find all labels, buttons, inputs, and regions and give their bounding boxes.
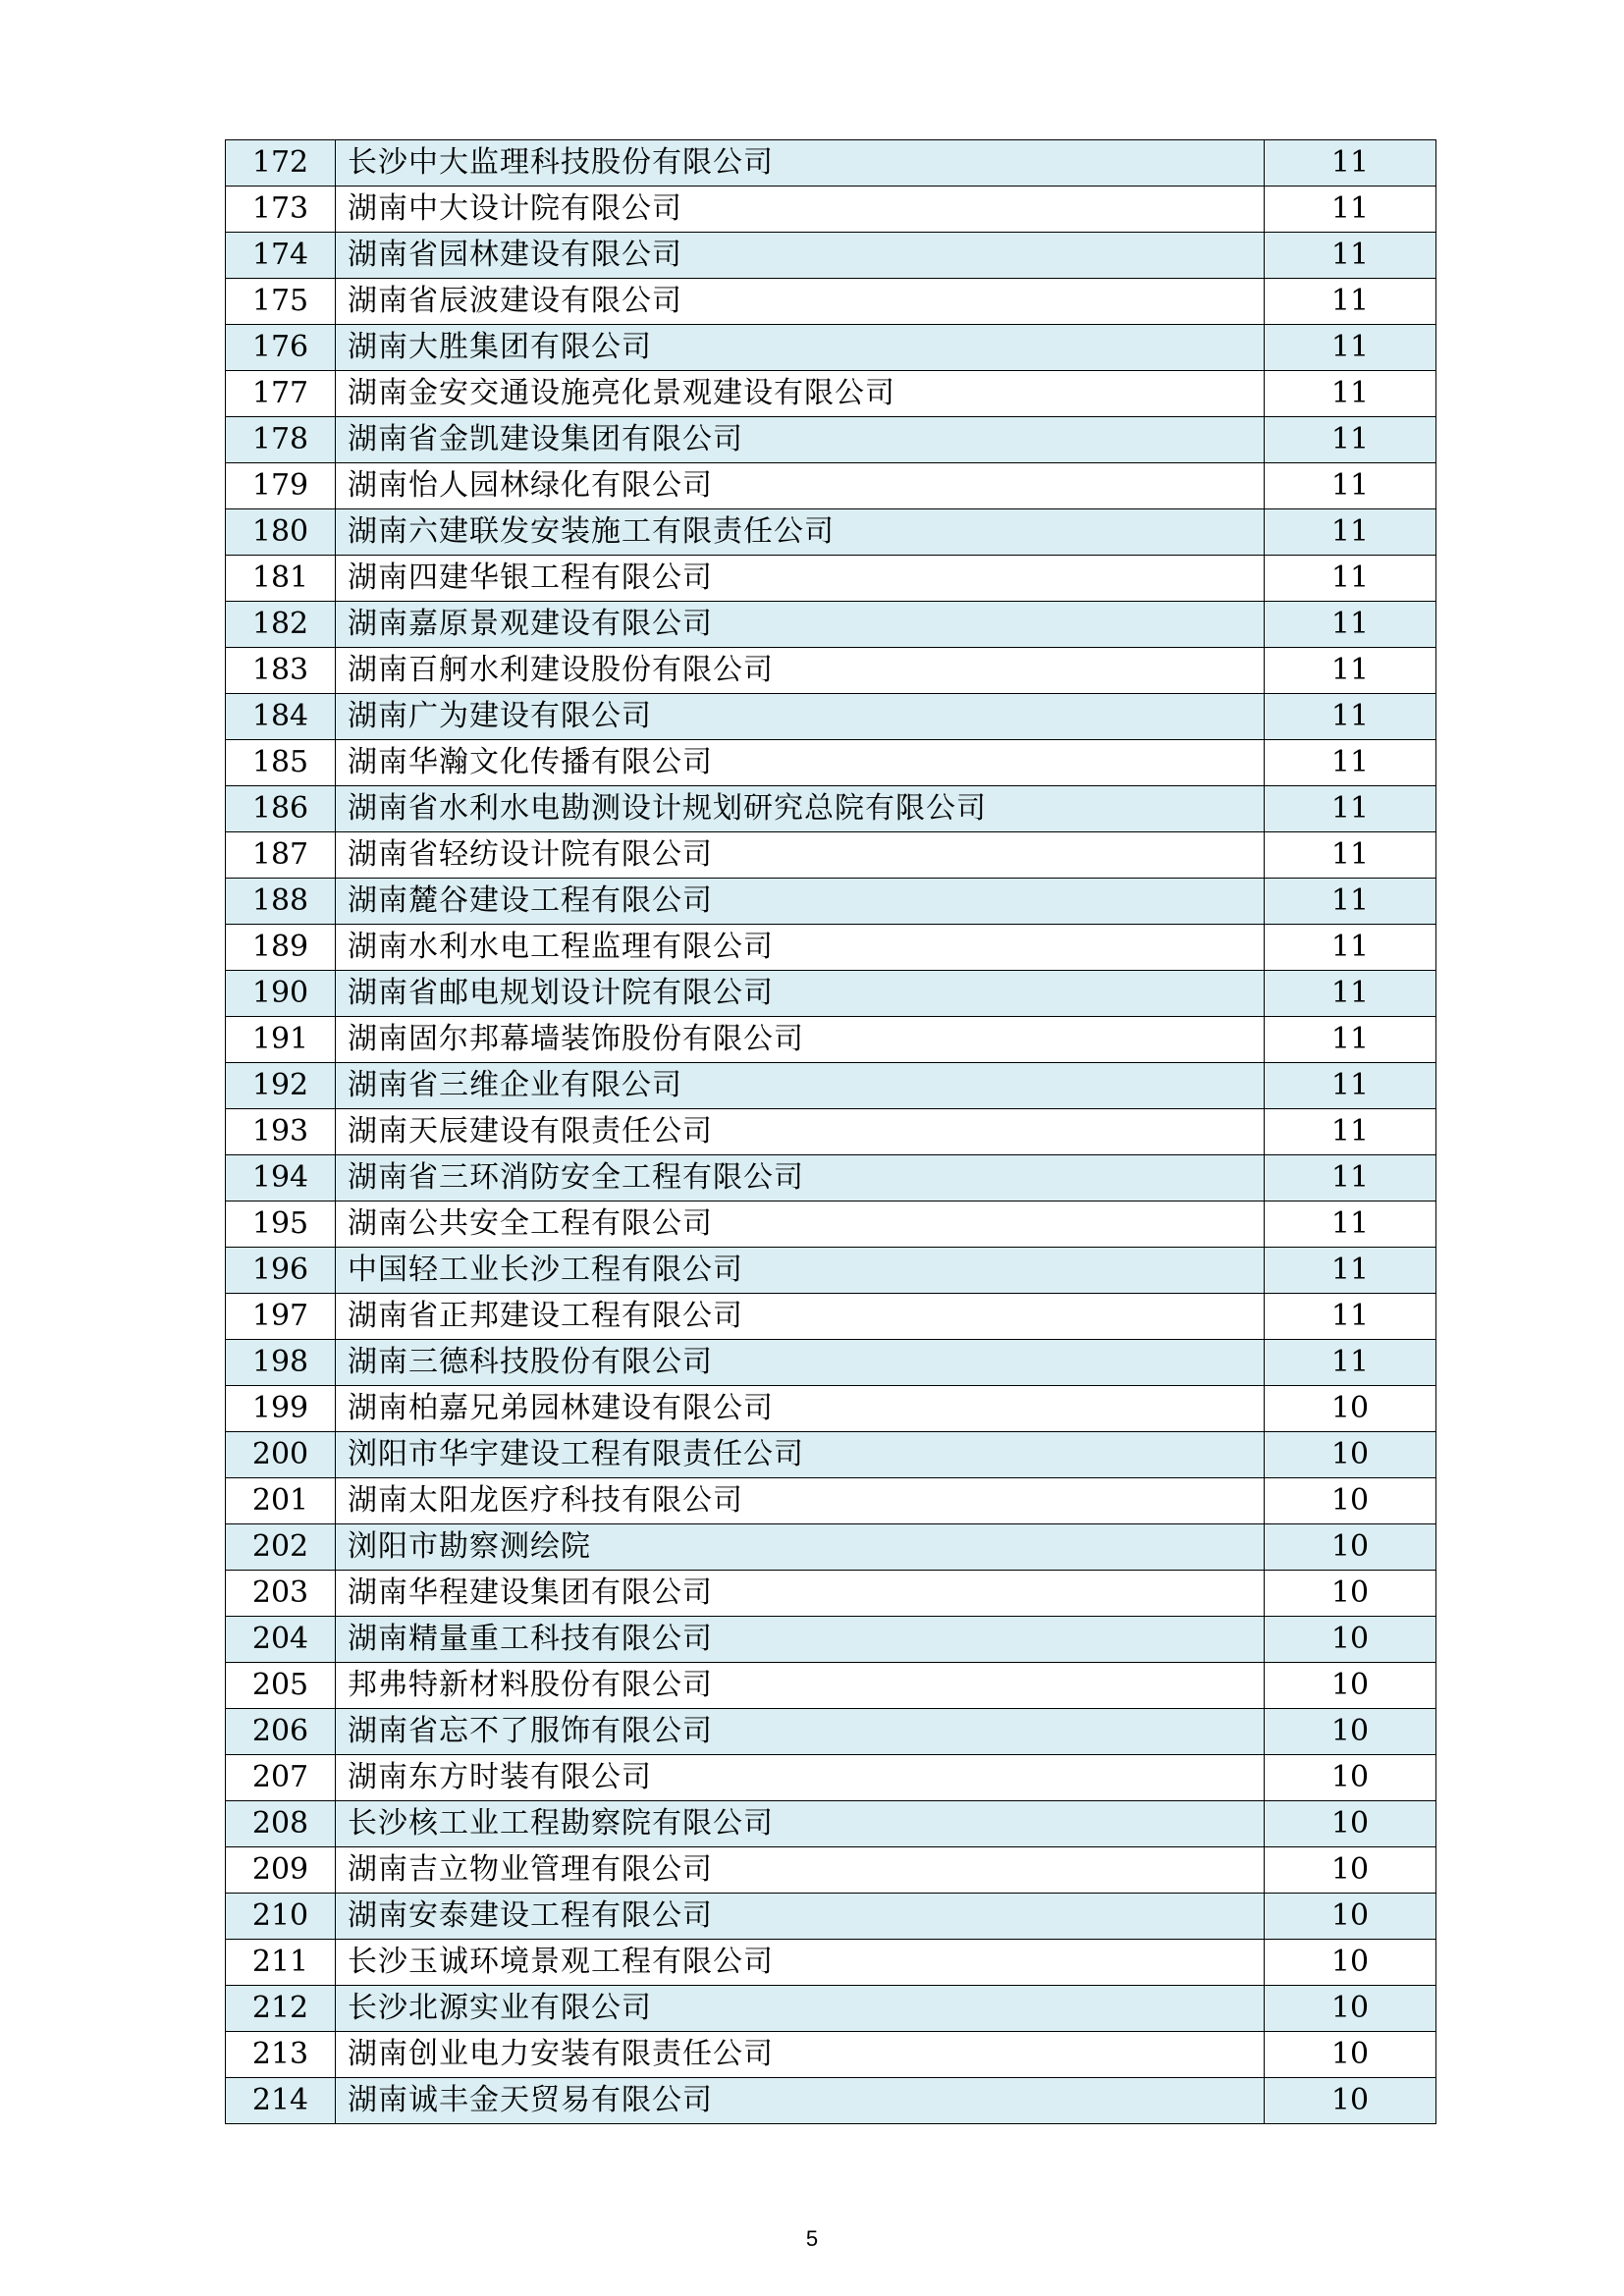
company-name-cell: 湖南固尔邦幕墙装饰股份有限公司 xyxy=(336,1017,1265,1063)
score-cell: 10 xyxy=(1265,1709,1436,1755)
rank-cell: 185 xyxy=(226,740,336,786)
score-cell: 10 xyxy=(1265,1478,1436,1524)
company-name-cell: 浏阳市华宇建设工程有限责任公司 xyxy=(336,1432,1265,1478)
rank-cell: 183 xyxy=(226,648,336,694)
score-cell: 10 xyxy=(1265,2078,1436,2124)
company-name-cell: 湖南嘉原景观建设有限公司 xyxy=(336,602,1265,648)
company-name-cell: 湖南省金凯建设集团有限公司 xyxy=(336,417,1265,463)
company-name-cell: 湖南吉立物业管理有限公司 xyxy=(336,1847,1265,1894)
rank-cell: 210 xyxy=(226,1894,336,1940)
table-row xyxy=(226,1571,1436,1617)
company-name-cell: 湖南省园林建设有限公司 xyxy=(336,233,1265,279)
score-cell: 11 xyxy=(1265,556,1436,602)
table-row xyxy=(226,1524,1436,1571)
score-cell: 11 xyxy=(1265,1294,1436,1340)
score-cell: 11 xyxy=(1265,325,1436,371)
table-row xyxy=(226,1248,1436,1294)
rank-cell: 199 xyxy=(226,1386,336,1432)
score-cell: 10 xyxy=(1265,1801,1436,1847)
company-name-cell: 湖南安泰建设工程有限公司 xyxy=(336,1894,1265,1940)
company-name-cell: 湖南三德科技股份有限公司 xyxy=(336,1340,1265,1386)
rank-cell: 214 xyxy=(226,2078,336,2124)
company-name-cell: 湖南公共安全工程有限公司 xyxy=(336,1201,1265,1248)
score-cell: 11 xyxy=(1265,740,1436,786)
company-name-cell: 湖南精量重工科技有限公司 xyxy=(336,1617,1265,1663)
table-row xyxy=(226,2078,1436,2124)
table-row xyxy=(226,1755,1436,1801)
rank-cell: 194 xyxy=(226,1155,336,1201)
rank-cell: 180 xyxy=(226,509,336,556)
score-cell: 11 xyxy=(1265,786,1436,832)
score-cell: 11 xyxy=(1265,371,1436,417)
company-name-cell: 湖南百舸水利建设股份有限公司 xyxy=(336,648,1265,694)
rank-cell: 204 xyxy=(226,1617,336,1663)
company-name-cell: 中国轻工业长沙工程有限公司 xyxy=(336,1248,1265,1294)
rank-cell: 208 xyxy=(226,1801,336,1847)
rank-cell: 189 xyxy=(226,925,336,971)
company-name-cell: 长沙中大监理科技股份有限公司 xyxy=(336,140,1265,187)
company-name-cell: 湖南诚丰金天贸易有限公司 xyxy=(336,2078,1265,2124)
company-name-cell: 湖南四建华银工程有限公司 xyxy=(336,556,1265,602)
rank-cell: 174 xyxy=(226,233,336,279)
table-row xyxy=(226,417,1436,463)
score-cell: 10 xyxy=(1265,1894,1436,1940)
rank-cell: 197 xyxy=(226,1294,336,1340)
score-cell: 11 xyxy=(1265,140,1436,187)
table-row xyxy=(226,1201,1436,1248)
table-row xyxy=(226,740,1436,786)
table-row xyxy=(226,879,1436,925)
rank-cell: 198 xyxy=(226,1340,336,1386)
company-name-cell: 湖南天辰建设有限责任公司 xyxy=(336,1109,1265,1155)
score-cell: 11 xyxy=(1265,463,1436,509)
table-row xyxy=(226,786,1436,832)
table-row xyxy=(226,1801,1436,1847)
rank-cell: 193 xyxy=(226,1109,336,1155)
company-name-cell: 湖南金安交通设施亮化景观建设有限公司 xyxy=(336,371,1265,417)
rank-cell: 173 xyxy=(226,187,336,233)
page-number: 5 xyxy=(805,2226,819,2251)
table-row xyxy=(226,1386,1436,1432)
table-row xyxy=(226,648,1436,694)
company-name-cell: 浏阳市勘察测绘院 xyxy=(336,1524,1265,1571)
score-cell: 10 xyxy=(1265,1755,1436,1801)
rank-cell: 176 xyxy=(226,325,336,371)
table-row xyxy=(226,1294,1436,1340)
score-cell: 11 xyxy=(1265,879,1436,925)
company-name-cell: 湖南华瀚文化传播有限公司 xyxy=(336,740,1265,786)
table-row xyxy=(226,925,1436,971)
table-row xyxy=(226,463,1436,509)
table-row xyxy=(226,694,1436,740)
rank-cell: 187 xyxy=(226,832,336,879)
company-name-cell: 湖南柏嘉兄弟园林建设有限公司 xyxy=(336,1386,1265,1432)
rank-cell: 181 xyxy=(226,556,336,602)
table-row xyxy=(226,1663,1436,1709)
table-row xyxy=(226,1709,1436,1755)
score-cell: 11 xyxy=(1265,1340,1436,1386)
table-row xyxy=(226,1894,1436,1940)
table-row xyxy=(226,325,1436,371)
rank-cell: 201 xyxy=(226,1478,336,1524)
rank-cell: 175 xyxy=(226,279,336,325)
table-row xyxy=(226,1617,1436,1663)
company-name-cell: 湖南水利水电工程监理有限公司 xyxy=(336,925,1265,971)
rank-cell: 177 xyxy=(226,371,336,417)
table-row xyxy=(226,1986,1436,2032)
score-cell: 10 xyxy=(1265,1663,1436,1709)
company-name-cell: 湖南省忘不了服饰有限公司 xyxy=(336,1709,1265,1755)
rank-cell: 195 xyxy=(226,1201,336,1248)
rank-cell: 211 xyxy=(226,1940,336,1986)
score-cell: 10 xyxy=(1265,1986,1436,2032)
rank-cell: 212 xyxy=(226,1986,336,2032)
company-name-cell: 湖南广为建设有限公司 xyxy=(336,694,1265,740)
rank-cell: 184 xyxy=(226,694,336,740)
company-name-cell: 湖南省三维企业有限公司 xyxy=(336,1063,1265,1109)
table-row xyxy=(226,556,1436,602)
company-name-cell: 湖南华程建设集团有限公司 xyxy=(336,1571,1265,1617)
rank-cell: 203 xyxy=(226,1571,336,1617)
table-row xyxy=(226,1940,1436,1986)
rank-cell: 209 xyxy=(226,1847,336,1894)
score-cell: 10 xyxy=(1265,1617,1436,1663)
score-cell: 11 xyxy=(1265,187,1436,233)
table-row xyxy=(226,509,1436,556)
table-row xyxy=(226,1109,1436,1155)
company-name-cell: 长沙核工业工程勘察院有限公司 xyxy=(336,1801,1265,1847)
score-cell: 10 xyxy=(1265,1940,1436,1986)
score-cell: 10 xyxy=(1265,1386,1436,1432)
rank-cell: 182 xyxy=(226,602,336,648)
company-name-cell: 湖南省邮电规划设计院有限公司 xyxy=(336,971,1265,1017)
rank-cell: 190 xyxy=(226,971,336,1017)
score-cell: 10 xyxy=(1265,2032,1436,2078)
company-name-cell: 湖南省三环消防安全工程有限公司 xyxy=(336,1155,1265,1201)
company-name-cell: 湖南怡人园林绿化有限公司 xyxy=(336,463,1265,509)
table-row xyxy=(226,233,1436,279)
score-cell: 11 xyxy=(1265,509,1436,556)
rank-cell: 206 xyxy=(226,1709,336,1755)
score-cell: 10 xyxy=(1265,1524,1436,1571)
score-cell: 11 xyxy=(1265,832,1436,879)
table-row xyxy=(226,279,1436,325)
company-name-cell: 湖南省轻纺设计院有限公司 xyxy=(336,832,1265,879)
score-cell: 11 xyxy=(1265,971,1436,1017)
company-name-cell: 湖南大胜集团有限公司 xyxy=(336,325,1265,371)
company-name-cell: 湖南省辰波建设有限公司 xyxy=(336,279,1265,325)
score-cell: 11 xyxy=(1265,279,1436,325)
table-row xyxy=(226,371,1436,417)
rank-cell: 186 xyxy=(226,786,336,832)
score-cell: 11 xyxy=(1265,694,1436,740)
rank-cell: 191 xyxy=(226,1017,336,1063)
rank-cell: 192 xyxy=(226,1063,336,1109)
table-row xyxy=(226,602,1436,648)
score-cell: 10 xyxy=(1265,1432,1436,1478)
score-cell: 11 xyxy=(1265,1063,1436,1109)
company-name-cell: 湖南太阳龙医疗科技有限公司 xyxy=(336,1478,1265,1524)
table-row xyxy=(226,140,1436,187)
score-cell: 11 xyxy=(1265,417,1436,463)
company-name-cell: 湖南省水利水电勘测设计规划研究总院有限公司 xyxy=(336,786,1265,832)
table-row xyxy=(226,1017,1436,1063)
company-name-cell: 长沙北源实业有限公司 xyxy=(336,1986,1265,2032)
rank-cell: 205 xyxy=(226,1663,336,1709)
rank-cell: 200 xyxy=(226,1432,336,1478)
company-score-table xyxy=(225,139,1436,2124)
rank-cell: 196 xyxy=(226,1248,336,1294)
rank-cell: 213 xyxy=(226,2032,336,2078)
company-name-cell: 湖南麓谷建设工程有限公司 xyxy=(336,879,1265,925)
table-body xyxy=(226,140,1436,2124)
table-row xyxy=(226,1340,1436,1386)
rank-cell: 172 xyxy=(226,140,336,187)
table-row xyxy=(226,1432,1436,1478)
score-cell: 10 xyxy=(1265,1571,1436,1617)
company-name-cell: 长沙玉诚环境景观工程有限公司 xyxy=(336,1940,1265,1986)
score-cell: 10 xyxy=(1265,1847,1436,1894)
table-row xyxy=(226,971,1436,1017)
rank-cell: 178 xyxy=(226,417,336,463)
company-name-cell: 湖南东方时装有限公司 xyxy=(336,1755,1265,1801)
rank-cell: 188 xyxy=(226,879,336,925)
score-cell: 11 xyxy=(1265,602,1436,648)
table-row xyxy=(226,2032,1436,2078)
rank-cell: 202 xyxy=(226,1524,336,1571)
score-cell: 11 xyxy=(1265,925,1436,971)
table-row xyxy=(226,1155,1436,1201)
score-cell: 11 xyxy=(1265,1017,1436,1063)
score-cell: 11 xyxy=(1265,1248,1436,1294)
score-cell: 11 xyxy=(1265,648,1436,694)
score-cell: 11 xyxy=(1265,1201,1436,1248)
score-cell: 11 xyxy=(1265,1155,1436,1201)
score-cell: 11 xyxy=(1265,1109,1436,1155)
rank-cell: 207 xyxy=(226,1755,336,1801)
rank-cell: 179 xyxy=(226,463,336,509)
table-row xyxy=(226,1847,1436,1894)
score-cell: 11 xyxy=(1265,233,1436,279)
company-name-cell: 湖南创业电力安装有限责任公司 xyxy=(336,2032,1265,2078)
table-row xyxy=(226,832,1436,879)
table-row xyxy=(226,1478,1436,1524)
company-name-cell: 邦弗特新材料股份有限公司 xyxy=(336,1663,1265,1709)
table-row xyxy=(226,1063,1436,1109)
company-name-cell: 湖南六建联发安装施工有限责任公司 xyxy=(336,509,1265,556)
company-name-cell: 湖南省正邦建设工程有限公司 xyxy=(336,1294,1265,1340)
table-row xyxy=(226,187,1436,233)
company-name-cell: 湖南中大设计院有限公司 xyxy=(336,187,1265,233)
